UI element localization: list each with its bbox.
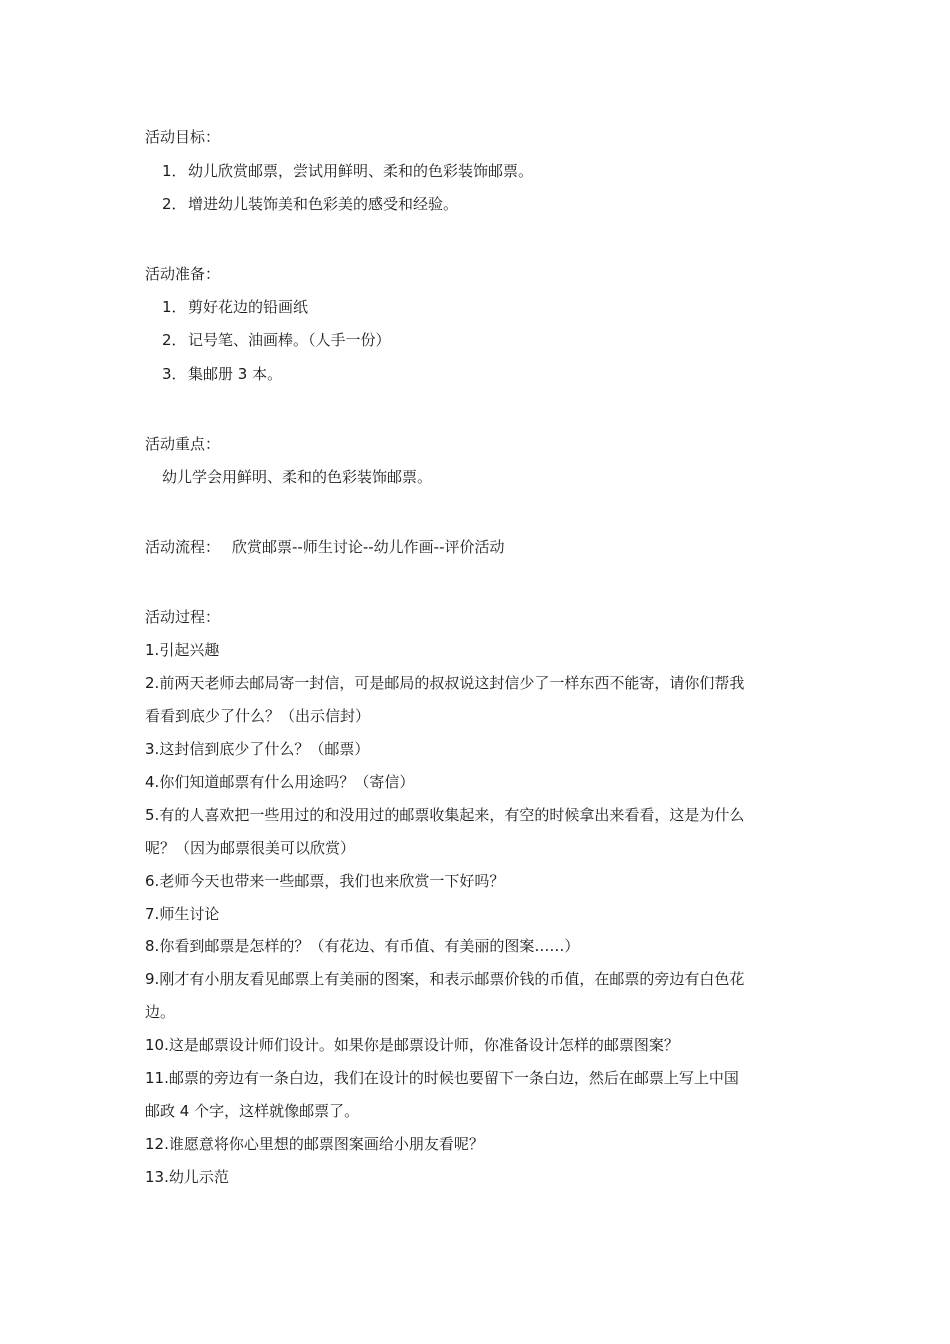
process-step [145, 1134, 484, 1154]
process-step-text: 老师今天也带来一些邮票，我们也来欣赏一下好吗？ [159, 872, 505, 890]
process-step-number: 2. [145, 674, 160, 692]
process-step [145, 673, 744, 693]
process-step [145, 772, 414, 792]
flow-text: 欣赏邮票--师生讨论--幼儿作画--评价活动 [232, 538, 505, 556]
goal-item-number: 2． [162, 195, 187, 213]
process-step-number: 5. [145, 806, 160, 824]
goal-item [162, 194, 458, 214]
process-step [145, 969, 744, 989]
process-step-number: 11. [145, 1069, 169, 1087]
preparation-item-number: 1． [162, 298, 187, 316]
process-step-number: 3. [145, 740, 160, 758]
process-step-number: 1. [145, 641, 160, 659]
process-step-number: 7. [145, 905, 160, 923]
process-step-continuation [145, 1101, 359, 1121]
process-step-text: 前两天老师去邮局寄一封信，可是邮局的叔叔说这封信少了一样东西不能寄，请你们帮我 [159, 674, 745, 692]
process-step-continuation [145, 838, 355, 858]
goal-item-number: 1． [162, 162, 187, 180]
process-step-number: 10. [145, 1036, 169, 1054]
process-step [145, 805, 744, 825]
process-step-number: 8. [145, 937, 160, 955]
process-step [145, 1068, 739, 1088]
process-step-text: 幼儿示范 [168, 1168, 229, 1186]
process-step [145, 640, 219, 660]
preparation-item [162, 297, 308, 317]
process-step-text: 呢？（因为邮票很美可以欣赏） [145, 839, 356, 857]
goals-heading: 活动目标： [145, 128, 221, 146]
process-step-text: 刚才有小朋友看见邮票上有美丽的图案，和表示邮票价钱的币值，在邮票的旁边有白色花 [159, 970, 745, 988]
preparation-item [162, 330, 391, 350]
preparation-item-text: 剪好花边的铅画纸 [188, 298, 309, 316]
process-step [145, 871, 504, 891]
process-step [145, 739, 369, 759]
process-step [145, 1035, 679, 1055]
preparation-item-number: 3． [162, 365, 187, 383]
process-step-text: 师生讨论 [159, 905, 220, 923]
focus-heading: 活动重点： [145, 435, 221, 453]
preparation-item [162, 364, 282, 384]
process-step [145, 936, 579, 956]
process-step-text: 引起兴趣 [159, 641, 220, 659]
process-step [145, 1167, 229, 1187]
process-step [145, 904, 219, 924]
preparation-item-text: 记号笔、油画棒。（人手一份） [188, 331, 391, 349]
process-step-number: 9. [145, 970, 160, 988]
flow-line [145, 537, 505, 557]
process-step-text: 邮政 4 个字，这样就像邮票了。 [145, 1102, 360, 1120]
process-step-number: 6. [145, 872, 160, 890]
flow-heading: 活动流程： [145, 538, 221, 556]
preparation-item-text: 集邮册 3 本。 [188, 365, 283, 383]
process-step-text: 看看到底少了什么？（出示信封） [145, 707, 371, 725]
process-step-text: 你看到邮票是怎样的？（有花边、有币值、有美丽的图案……） [159, 937, 580, 955]
goal-item-text: 幼儿欣赏邮票，尝试用鲜明、柔和的色彩装饰邮票。 [188, 162, 534, 180]
process-step-number: 13. [145, 1168, 169, 1186]
process-step-number: 4. [145, 773, 160, 791]
goal-item [162, 161, 533, 181]
process-step-text: 边。 [145, 1003, 176, 1021]
process-step-text: 这是邮票设计师们设计。如果你是邮票设计师，你准备设计怎样的邮票图案？ [168, 1036, 679, 1054]
process-step-continuation [145, 1002, 175, 1022]
process-step-continuation [145, 706, 370, 726]
goal-item-text: 增进幼儿装饰美和色彩美的感受和经验。 [188, 195, 459, 213]
process-step-text: 这封信到底少了什么？（邮票） [159, 740, 370, 758]
preparation-heading: 活动准备： [145, 265, 221, 283]
process-step-number: 12. [145, 1135, 169, 1153]
focus-text: 幼儿学会用鲜明、柔和的色彩装饰邮票。 [162, 468, 433, 486]
preparation-item-number: 2． [162, 331, 187, 349]
process-step-text: 你们知道邮票有什么用途吗？（寄信） [159, 773, 415, 791]
process-heading: 活动过程： [145, 608, 221, 626]
process-step-text: 谁愿意将你心里想的邮票图案画给小朋友看呢？ [168, 1135, 484, 1153]
process-step-text: 邮票的旁边有一条白边，我们在设计的时候也要留下一条白边，然后在邮票上写上中国 [168, 1069, 739, 1087]
process-step-text: 有的人喜欢把一些用过的和没用过的邮票收集起来，有空的时候拿出来看看，这是为什么 [159, 806, 745, 824]
